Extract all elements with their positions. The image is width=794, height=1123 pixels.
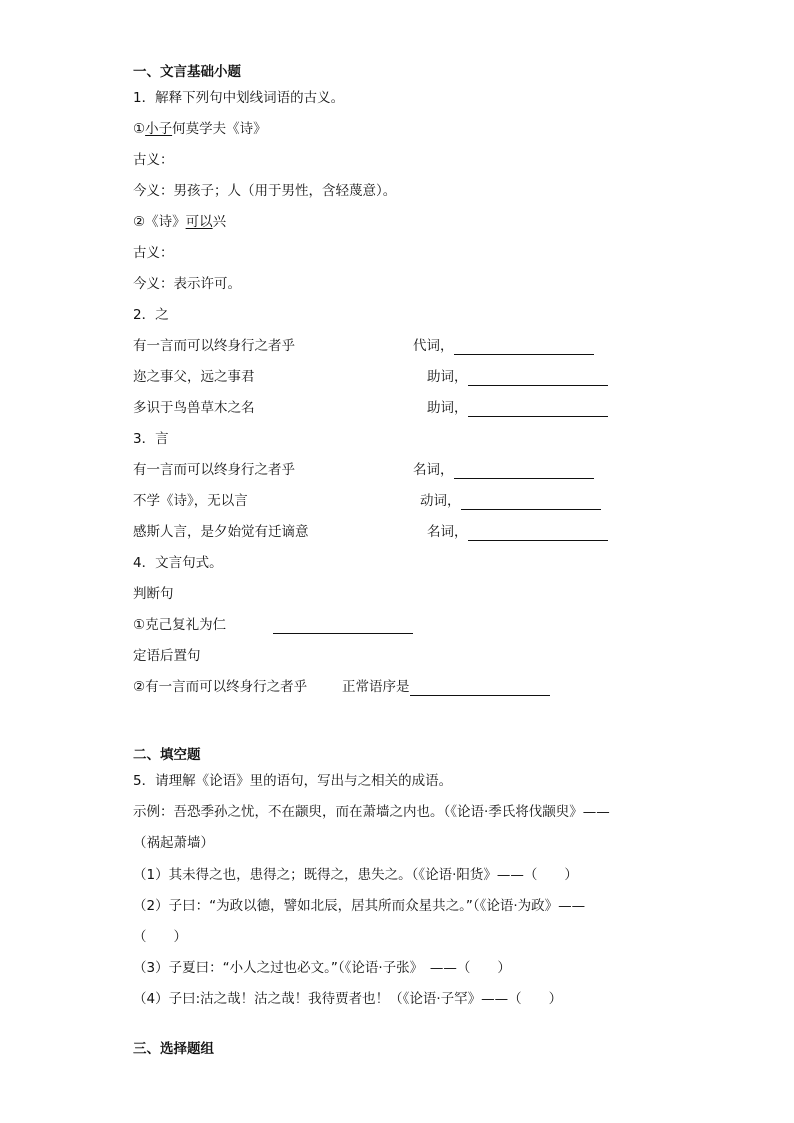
q2-row-1-answer [413, 337, 594, 355]
section3-heading: 三、选择题组 [133, 1041, 214, 1057]
q4-item-1: ①克己复礼为仁 [133, 617, 227, 633]
q4-item-2-label: 正常语序是 [342, 679, 410, 695]
q1-item2-jin: 今义：表示许可。 [133, 276, 241, 292]
q2-row-3-label: 助词， [427, 400, 468, 416]
section2-heading: 二、填空题 [133, 747, 201, 763]
answer-blank[interactable] [461, 495, 601, 510]
q4-type-1: 判断句 [133, 586, 174, 602]
q1-title: 1．解释下列句中划线词语的古义。 [133, 90, 345, 106]
q4-item-2-answer [342, 678, 550, 696]
q3-row-1-sentence: 有一言而可以终身行之者乎 [133, 462, 295, 478]
q5-item-2-line-2: （ ） [133, 929, 187, 945]
q1-item1-rest: 何莫学夫《诗》 [172, 121, 267, 137]
q3-row-3-sentence: 感斯人言，是夕始觉有迁谪意 [133, 524, 309, 540]
q2-row-2-label: 助词， [427, 369, 468, 385]
q2-row-3-sentence: 多识于鸟兽草木之名 [133, 400, 255, 416]
answer-blank[interactable] [468, 526, 608, 541]
answer-blank[interactable] [468, 402, 608, 417]
q4-type-2: 定语后置句 [133, 648, 201, 664]
q1-item1-jin: 今义：男孩子；人（用于男性，含轻蔑意）。 [133, 183, 397, 199]
q2-row-1-sentence: 有一言而可以终身行之者乎 [133, 338, 295, 354]
q3-row-1-label: 名词， [413, 462, 454, 478]
q2-row-2-sentence: 迩之事父，远之事君 [133, 369, 255, 385]
q2-row-1-label: 代词， [413, 338, 454, 354]
q1-item1-mark: ① [133, 121, 146, 137]
q3-row-1-answer [413, 461, 594, 479]
q5-item-2-line-1: （2）子曰：“为政以德，譬如北辰，居其所而众星共之。”（《论语·为政》—— [133, 898, 586, 914]
section1-heading: 一、文言基础小题 [133, 64, 241, 80]
q3-title: 3．言 [133, 431, 169, 447]
answer-blank[interactable] [468, 371, 608, 386]
answer-blank[interactable] [273, 619, 413, 634]
q1-item2-underlined-word: 可以 [185, 214, 213, 230]
q1-item1-underlined-word: 小子 [145, 121, 173, 137]
q1-item2-rest: 兴 [212, 214, 227, 230]
q3-row-3-label: 名词， [427, 524, 468, 540]
answer-blank[interactable] [454, 340, 594, 355]
q4-item-1-answer [273, 616, 413, 634]
q1-item2-pre: ②《诗》 [133, 214, 186, 230]
q2-row-3-answer [427, 399, 608, 417]
q5-example-line-2: （祸起萧墙） [133, 835, 214, 851]
answer-blank[interactable] [410, 681, 550, 696]
q3-row-2-label: 动词， [420, 493, 461, 509]
q1-item2-gu: 古义： [133, 245, 174, 261]
q3-row-3-answer [427, 523, 608, 541]
q5-item-3: （3）子夏曰：“小人之过也必文。”（《论语·子张》 ——（ ） [133, 960, 511, 976]
q1-item1-gu: 古义： [133, 152, 174, 168]
q5-title: 5．请理解《论语》里的语句，写出与之相关的成语。 [133, 773, 453, 789]
q1-item1 [133, 120, 267, 138]
q5-example-line-1: 示例：吾恐季孙之忧，不在颛臾，而在萧墙之内也。（《论语·季氏将伐颛臾》—— [133, 804, 610, 820]
q2-title: 2．之 [133, 307, 169, 323]
q2-row-2-answer [427, 368, 608, 386]
q3-row-2-answer [420, 492, 601, 510]
q1-item2 [133, 213, 226, 231]
q5-item-1: （1）其未得之也，患得之；既得之，患失之。（《论语·阳货》——（ ） [133, 867, 578, 883]
q4-title: 4．文言句式。 [133, 555, 223, 571]
q3-row-2-sentence: 不学《诗》，无以言 [133, 493, 248, 509]
q4-item-2: ②有一言而可以终身行之者乎 [133, 679, 308, 695]
q5-item-4: （4）子曰:沽之哉！沽之哉！我待贾者也！（《论语·子罕》——（ ） [133, 991, 563, 1007]
answer-blank[interactable] [454, 464, 594, 479]
